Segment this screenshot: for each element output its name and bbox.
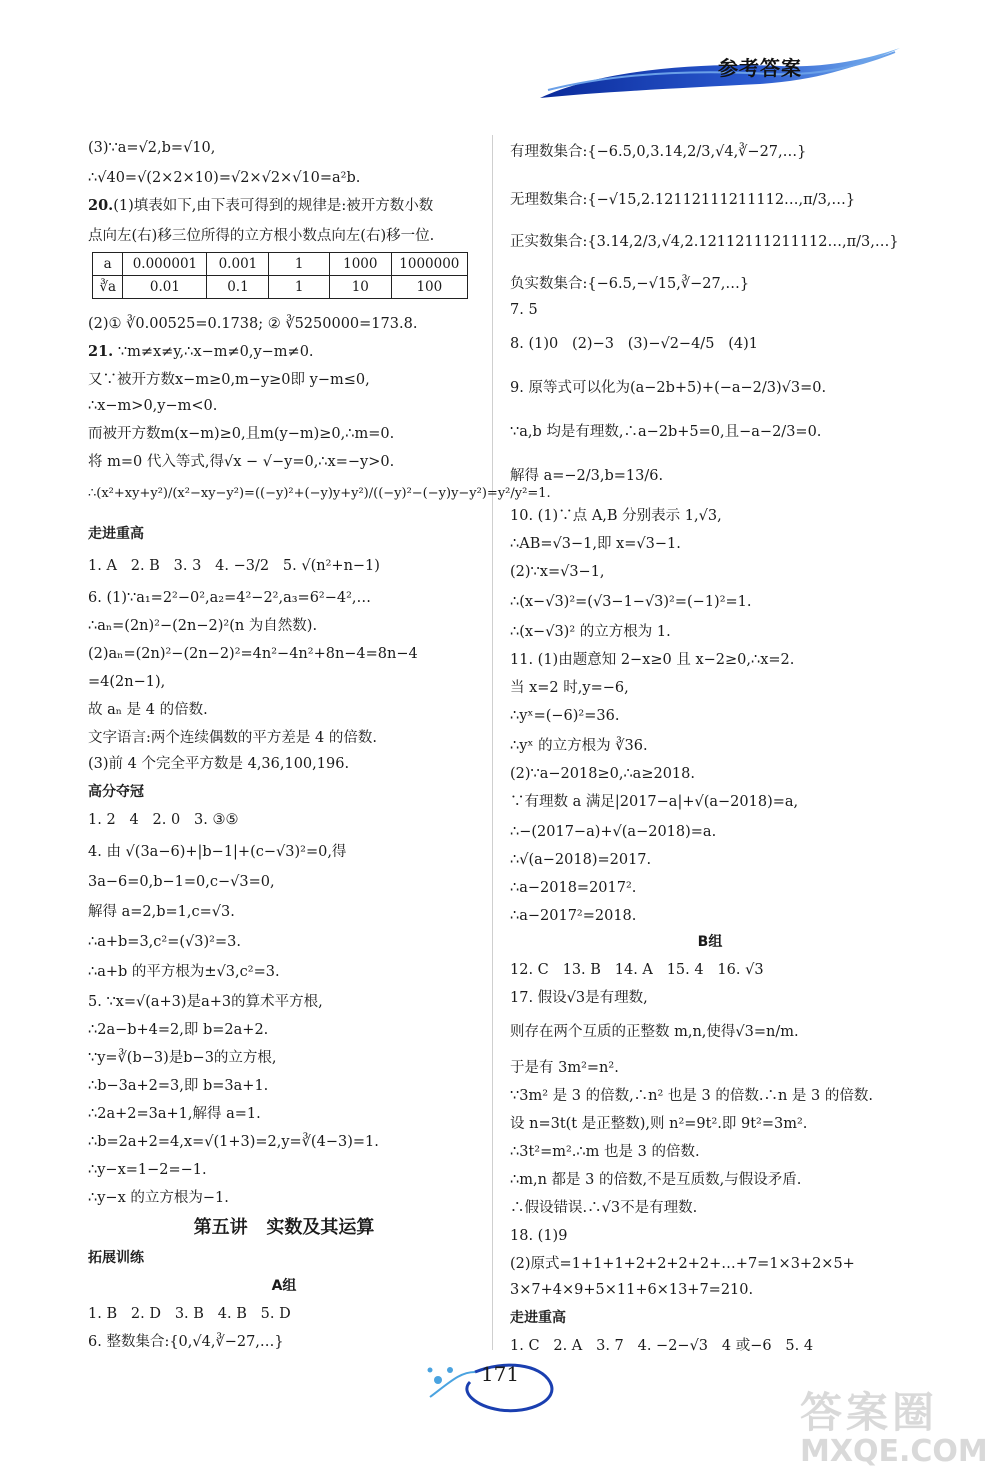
- answer-text: (1)填表如下,由下表可得到的规律是:被开方数小数: [113, 198, 434, 214]
- answer-line: ∴3t²=m².∴m 也是 3 的倍数.: [510, 1144, 700, 1160]
- answer-line: [88, 342, 314, 362]
- answer-line: 10. (1)∵点 A,B 分别表示 1,√3,: [510, 508, 722, 524]
- table-cell: 1000000: [391, 253, 467, 276]
- answer-line: ∴(x−√3)²=(√3−1−√3)²=(−1)²=1.: [510, 594, 752, 610]
- table-cell: 10: [329, 276, 391, 299]
- answer-line: ∴m,n 都是 3 的倍数,不是互质数,与假设矛盾.: [510, 1172, 802, 1188]
- answer-line: (2)∵x=√3−1,: [510, 564, 605, 580]
- table-row: [93, 276, 468, 299]
- group-heading: A组: [271, 1278, 297, 1294]
- answer-line: 9. 原等式可以化为(a−2b+5)+(−a−2/3)√3=0.: [510, 380, 827, 396]
- answer-line: 8. (1)0 (2)−3 (3)−√2−4/5 (4)1: [510, 336, 759, 352]
- answer-line: ∴yˣ 的立方根为 ∛36.: [510, 738, 648, 754]
- answer-line: (2)原式=1+1+1+2+2+2+2+…+7=1×3+2×5+: [510, 1256, 855, 1272]
- section-heading: 走进重高: [88, 526, 144, 542]
- answer-line: ∵y=∛(b−3)是b−3的立方根,: [88, 1050, 277, 1066]
- answer-line: 6. 整数集合:{0,√4,∛−27,…}: [88, 1334, 284, 1350]
- answer-line: (3)前 4 个完全平方数是 4,36,100,196.: [88, 756, 350, 772]
- section-heading: 高分夺冠: [88, 784, 144, 800]
- table-cell: ∛a: [93, 276, 123, 299]
- page-number: 171: [480, 1362, 520, 1386]
- answer-line: 点向左(右)移三位所得的立方根小数点向左(右)移一位.: [88, 228, 435, 244]
- table-cell: 1: [269, 253, 330, 276]
- table-cell: 1: [269, 276, 330, 299]
- answer-line: ∴y−x 的立方根为−1.: [88, 1190, 229, 1206]
- answer-line: 则存在两个互质的正整数 m,n,使得√3=n/m.: [510, 1024, 799, 1040]
- answer-line: 于是有 3m²=n².: [510, 1060, 619, 1076]
- header-title: 参考答案: [718, 56, 802, 80]
- answer-line: ∴2a+2=3a+1,解得 a=1.: [88, 1106, 261, 1122]
- answer-line: ∴√(a−2018)=2017.: [510, 852, 652, 868]
- section-heading: 走进重高: [510, 1310, 566, 1326]
- answer-line: ∵a,b 均是有理数,∴a−2b+5=0,且−a−2/3=0.: [510, 424, 822, 440]
- table-cell: a: [93, 253, 123, 276]
- answer-line: 4. 由 √(3a−6)+|b−1|+(c−√3)²=0,得: [88, 844, 347, 860]
- answer-line: 12. C 13. B 14. A 15. 4 16. √3: [510, 962, 764, 978]
- answer-line: (3)∵a=√2,b=√10,: [88, 140, 216, 156]
- answer-line: 1. B 2. D 3. B 4. B 5. D: [88, 1306, 291, 1322]
- answer-line: (2)∵a−2018≥0,∴a≥2018.: [510, 766, 695, 782]
- answer-line: ∴a−2018=2017².: [510, 880, 637, 896]
- answer-line: ∴b=2a+2=4,x=√(1+3)=2,y=∛(4−3)=1.: [88, 1134, 379, 1150]
- answer-line: 3a−6=0,b−1=0,c−√3=0,: [88, 874, 275, 890]
- answer-line: ∴√40=√(2×2×10)=√2×√2×√10=a²b.: [88, 170, 361, 186]
- answer-line: ∴假设错误.∴√3不是有理数.: [510, 1200, 698, 1216]
- answer-line: 6. (1)∵a₁=2²−0²,a₂=4²−2²,a₃=6²−4²,…: [88, 590, 372, 606]
- answer-line: ∴(x²+xy+y²)/(x²−xy−y²)=((−y)²+(−y)y+y²)/((−y)²−(−y)y−y²)=y²/y²=1.: [88, 486, 551, 501]
- answer-line: ∴yˣ=(−6)²=36.: [510, 708, 620, 724]
- answer-line: 将 m=0 代入等式,得√x − √−y=0,∴x=−y>0.: [88, 454, 395, 470]
- table-cell: 0.000001: [123, 253, 207, 276]
- answer-line: ∴a+b 的平方根为±√3,c²=3.: [88, 964, 280, 980]
- answer-line: 正实数集合:{3.14,2/3,√4,2.12112111211112…,π/3,…}: [510, 234, 899, 250]
- answer-line: [88, 196, 433, 216]
- watermark-logo: [800, 1380, 988, 1469]
- table-row: [93, 253, 468, 276]
- answer-line: (2)① ∛0.00525=0.1738; ② ∛5250000=173.8.: [88, 316, 418, 332]
- answer-line: 1. A 2. B 3. 3 4. −3/2 5. √(n²+n−1): [88, 558, 380, 574]
- answer-line: ∴b−3a+2=3,即 b=3a+1.: [88, 1078, 269, 1094]
- answer-line: 文字语言:两个连续偶数的平方差是 4 的倍数.: [88, 730, 377, 746]
- table-cell: 0.001: [207, 253, 269, 276]
- answer-line: 18. (1)9: [510, 1228, 568, 1244]
- answer-line: (2)aₙ=(2n)²−(2n−2)²=4n²−4n²+8n−4=8n−4: [88, 646, 418, 662]
- answer-line: 负实数集合:{−6.5,−√15,∛−27,…}: [510, 276, 750, 292]
- answer-line: 无理数集合:{−√15,2.12112111211112…,π/3,…}: [510, 192, 856, 208]
- table-cell: 100: [391, 276, 467, 299]
- section-heading: 拓展训练: [88, 1250, 144, 1266]
- answer-line: ∴2a−b+4=2,即 b=2a+2.: [88, 1022, 269, 1038]
- answer-line: ∴a−2017²=2018.: [510, 908, 637, 924]
- answer-line: ∴aₙ=(2n)²−(2n−2)²(n 为自然数).: [88, 618, 318, 634]
- answer-line: ∴x−m>0,y−m<0.: [88, 398, 218, 414]
- column-divider: [492, 135, 493, 1350]
- answer-line: 解得 a=2,b=1,c=√3.: [88, 904, 235, 920]
- answer-line: ∴y−x=1−2=−1.: [88, 1162, 207, 1178]
- answer-line: 故 aₙ 是 4 的倍数.: [88, 702, 208, 718]
- group-heading: B组: [697, 934, 723, 950]
- page-header: [0, 0, 1000, 115]
- answer-line: 5. ∵x=√(a+3)是a+3的算术平方根,: [88, 994, 323, 1010]
- lecture-title: 第五讲 实数及其运算: [193, 1217, 375, 1238]
- answer-line: 1. 2 4 2. 0 3. ③⑤: [88, 812, 239, 828]
- answer-line: 又∵被开方数x−m≥0,m−y≥0即 y−m≤0,: [88, 372, 370, 388]
- answer-line: 3×7+4×9+5×11+6×13+7=210.: [510, 1282, 754, 1298]
- answer-line: 设 n=3t(t 是正整数),则 n²=9t².即 9t²=3m².: [510, 1116, 808, 1132]
- answer-line: 解得 a=−2/3,b=13/6.: [510, 468, 664, 484]
- answer-line: 当 x=2 时,y=−6,: [510, 680, 629, 696]
- answer-line: 而被开方数m(x−m)≥0,且m(y−m)≥0,∴m=0.: [88, 426, 395, 442]
- table-cell: 0.01: [123, 276, 207, 299]
- answer-line: ∴a+b=3,c²=(√3)²=3.: [88, 934, 241, 950]
- question-number: 20.: [88, 197, 114, 214]
- answer-line: ∴AB=√3−1,即 x=√3−1.: [510, 536, 681, 552]
- header-swoosh-icon: [0, 0, 1000, 115]
- answer-text: ∵m≠x≠y,∴x−m≠0,y−m≠0.: [113, 344, 314, 360]
- cube-root-table: [92, 252, 468, 299]
- answer-line: 7. 5: [510, 302, 538, 318]
- answer-line: 有理数集合:{−6.5,0,3.14,2/3,√4,∛−27,…}: [510, 144, 807, 160]
- answer-line: 17. 假设√3是有理数,: [510, 990, 648, 1006]
- answer-line: ∵有理数 a 满足|2017−a|+√(a−2018)=a,: [510, 794, 799, 810]
- answer-line: ∴−(2017−a)+√(a−2018)=a.: [510, 824, 717, 840]
- table-cell: 1000: [329, 253, 391, 276]
- watermark-url: MXQE.COM: [800, 1434, 988, 1469]
- answer-line: 1. C 2. A 3. 7 4. −2−√3 4 或−6 5. 4: [510, 1338, 814, 1354]
- table-cell: 0.1: [207, 276, 269, 299]
- question-number: 21.: [88, 343, 114, 360]
- answer-line: 11. (1)由题意知 2−x≥0 且 x−2≥0,∴x=2.: [510, 652, 795, 668]
- watermark-text: 答案圈: [800, 1388, 939, 1437]
- answer-line: ∵3m² 是 3 的倍数,∴n² 也是 3 的倍数.∴n 是 3 的倍数.: [510, 1088, 873, 1104]
- answer-line: ∴(x−√3)² 的立方根为 1.: [510, 624, 671, 640]
- answer-line: =4(2n−1),: [88, 674, 166, 690]
